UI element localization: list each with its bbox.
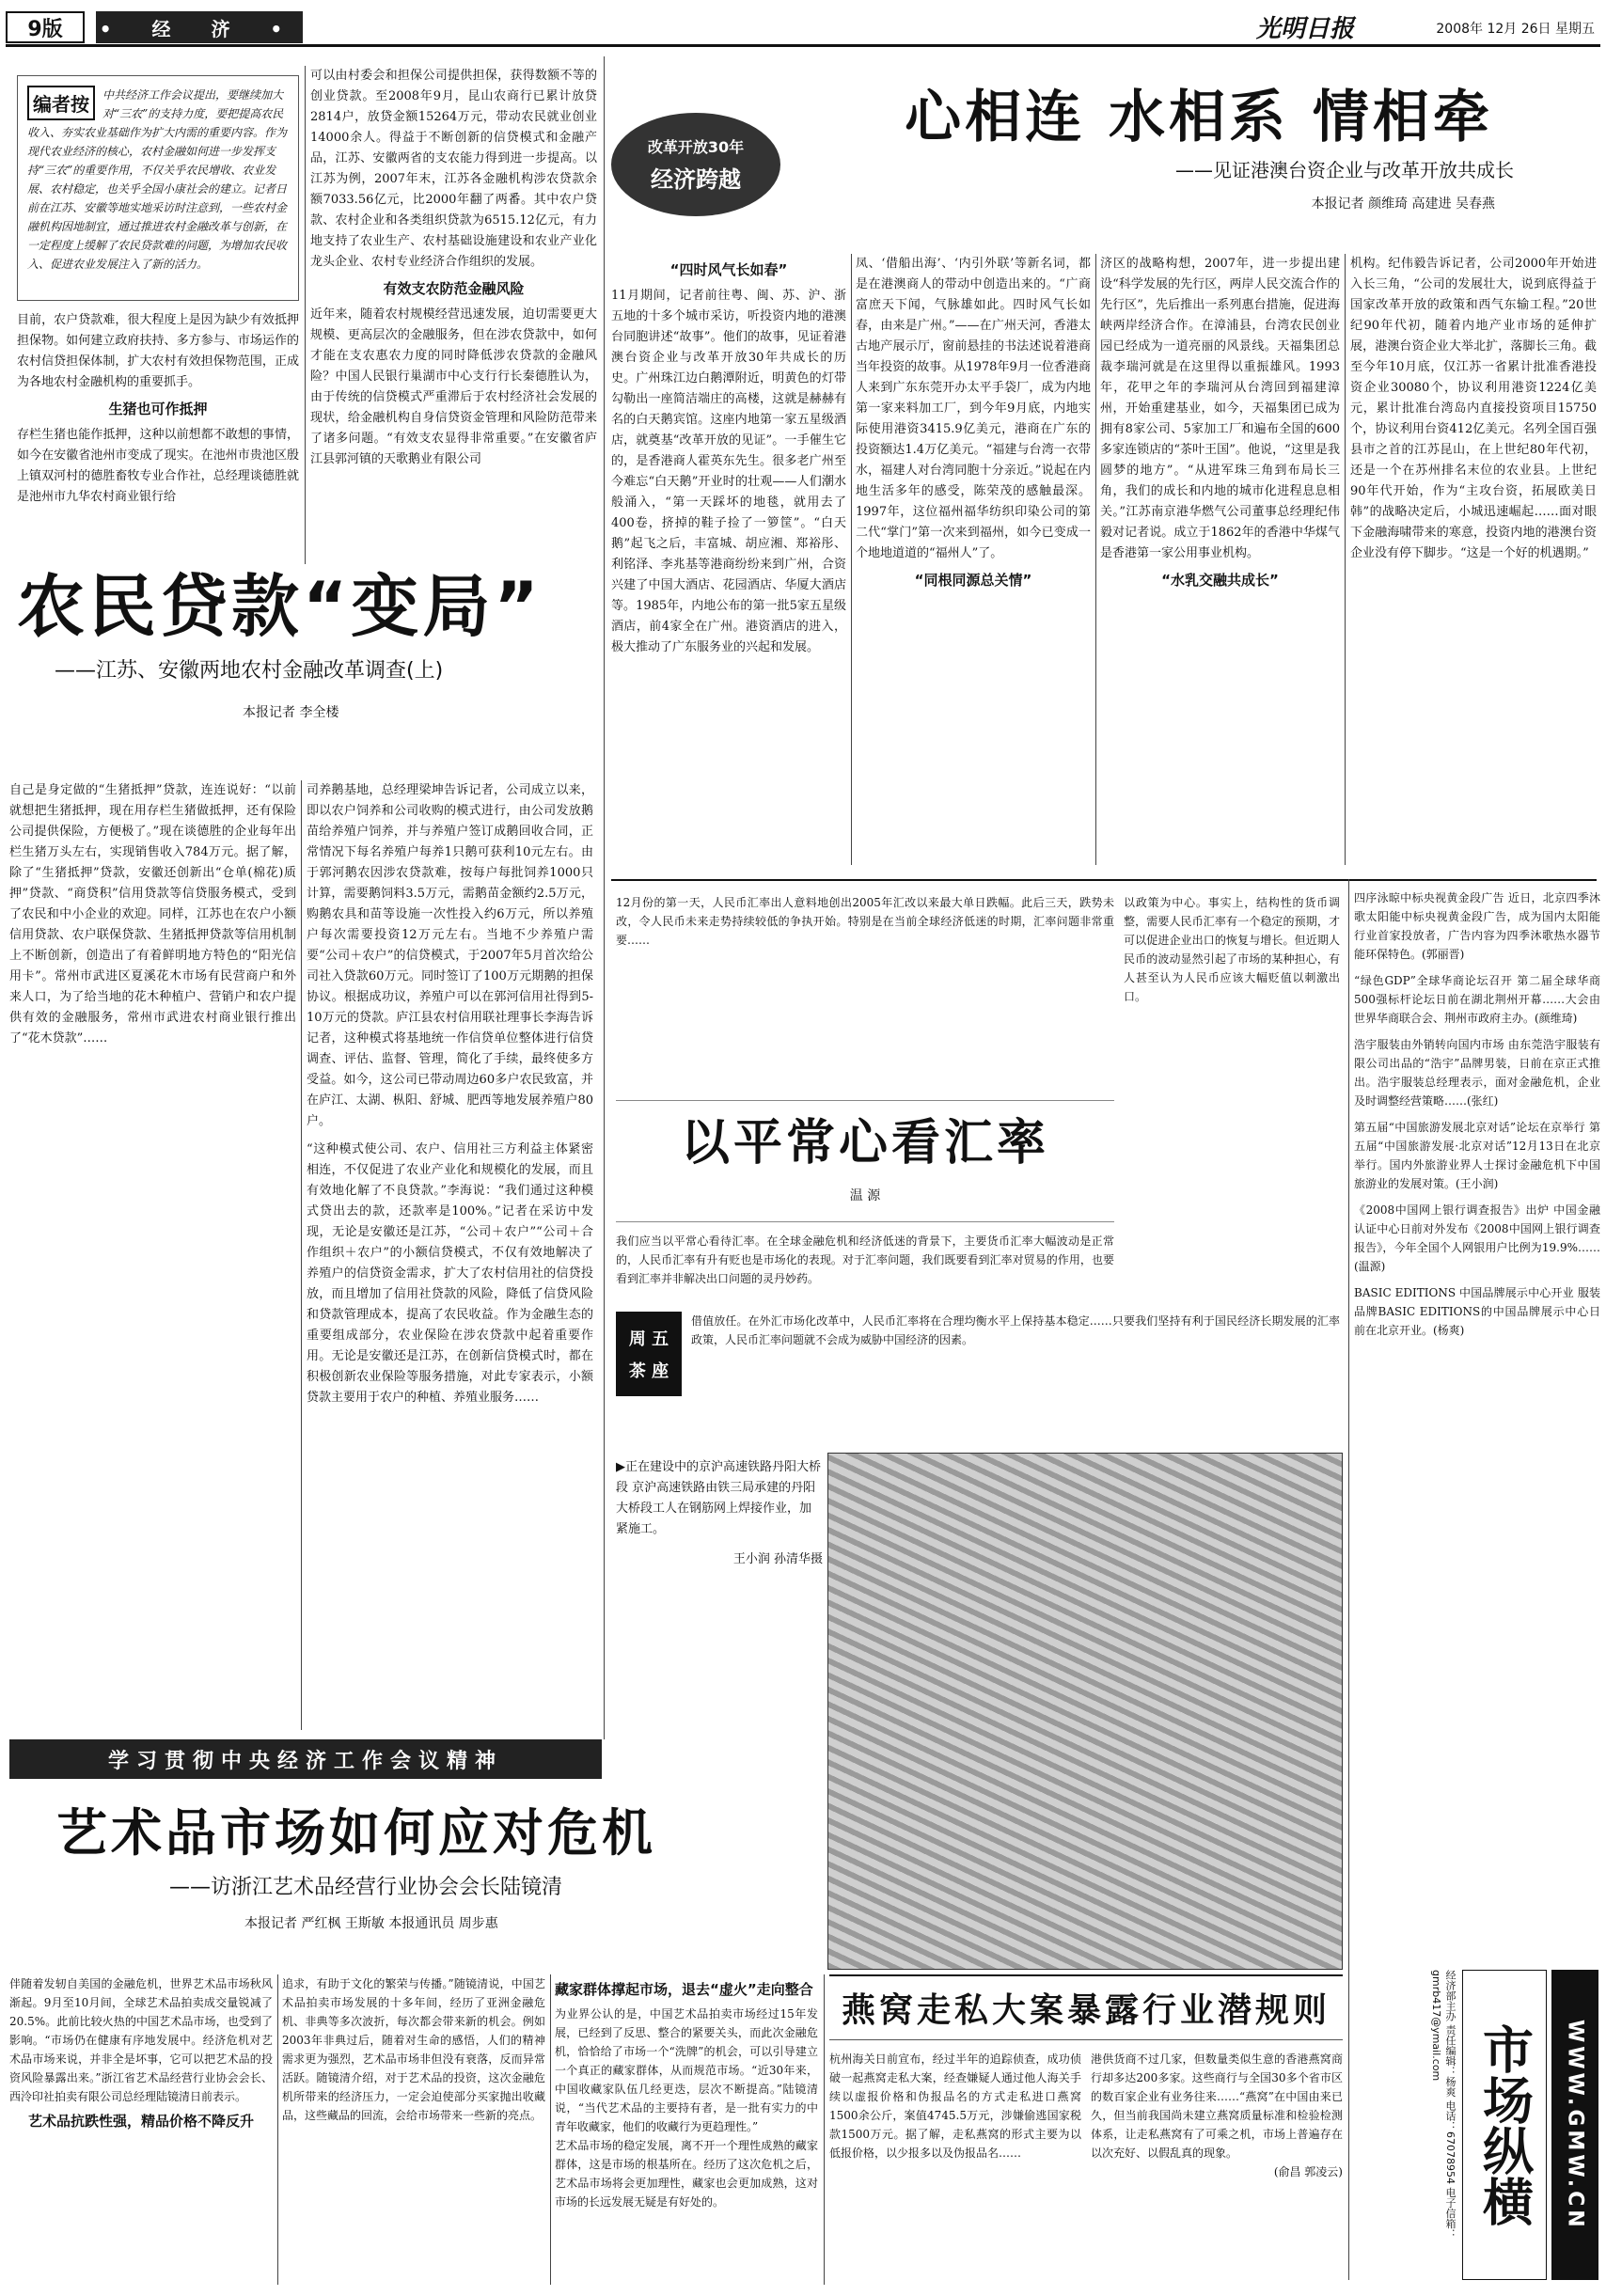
exchange-rate-text-c: 我们应当以平常心看待汇率。在全球金融危机和经济低迷的背景下，主要货币汇率大幅波动是正常的，人民币汇率有升有贬也是市场化的表现。对于汇率问题，我们既要看到汇率对贸易的作用，也要看到汇率并非解决出口问题的灵丹妙药。	[616, 1234, 1114, 1285]
hk-subhead-1: “四时风气长如春”	[669, 261, 788, 278]
brief-item: “绿色GDP”全球华商论坛召开 第二届全球华商500强标杆论坛日前在湖北荆州开幕……大会由世界华商联合会、荆州市政府主办。(颜维琦)	[1354, 974, 1600, 1025]
reform-badge	[611, 113, 780, 216]
art-market-c3: 为业界公认的是，中国艺术品拍卖市场经过15年发展，已经到了反思、整合的紧要关头，而此次金融危机，恰恰给了市场一个“洗牌”的机会，可以引导建立一个真正的藏家群体，从而规范市场。“近30年来，中国收藏家队伍几经更迭，层次不断提高。”陆镜清说，“当代艺术品的主要持有者，是一批有实力的中青年收藏家，他们的收藏行为更趋理性。”	[555, 2007, 818, 2133]
birdnest-title-block	[829, 1974, 1343, 2040]
right-briefs	[1354, 889, 1600, 1960]
art-market-subtitle: ——访浙江艺术品经营行业协会会长陆镜清	[169, 1876, 563, 1899]
exchange-rate-col-a	[616, 893, 1114, 1091]
exchange-rate-byline: 温 源	[849, 1188, 881, 1203]
exchange-rate-col-d	[691, 1312, 1340, 1443]
website-strip	[1551, 1970, 1598, 2280]
art-market-subhead-1: 藏家群体撑起市场，退去“虚火”走向整合	[555, 1981, 813, 1998]
edition-number: 9版	[6, 11, 85, 43]
editor-note-label: 编者按	[27, 86, 95, 120]
column-divider	[1348, 879, 1349, 2280]
exchange-rate-title: 以平常心看汇率	[680, 1115, 1049, 1172]
birdnest-col-2	[1091, 2050, 1343, 2285]
brief-item: BASIC EDITIONS 中国品牌展示中心开业 服装品牌BASIC EDITIONS的中国品牌展示中心日前在北京开业。(杨爽)	[1354, 1286, 1600, 1337]
exchange-rate-col-b	[1124, 893, 1340, 1307]
art-market-col-3	[555, 1974, 818, 2285]
column-divider	[305, 66, 306, 564]
farmer-loan-lower-col-1	[9, 780, 296, 1730]
farmer-loan-subhead-2: 有效支农防范金融风险	[383, 280, 525, 297]
hk-feature-subtitle: ——见证港澳台资企业与改革开放共成长	[1175, 159, 1514, 181]
birdnest-c2: 港供货商不过几家，但数量类似生意的香港燕窝商行却多达200多家。这些商行与全国30多个省市区的数百家企业有业务往来……“燕窝”在中国由来已久，但当前我国尚未建立燕窝质量标准和检验检测体系，让走私燕窝有了可乘之机，市场上普遍存在以次充好、以假乱真的现象。	[1091, 2052, 1343, 2160]
photo-caption	[616, 1457, 823, 1664]
art-market-title-block	[19, 1796, 818, 1965]
column-divider	[1095, 254, 1096, 865]
farmer-loan-p3: 可以由村委会和担保公司提供担保，获得数额不等的创业贷款。至2008年9月，昆山农商行已累计放贷2814户，放贷金额15264万元，带动农民就业创业14000余人。得益于不断创新的信贷模式和金融产品，江苏、安徽两省的支农能力得到进一步提高。以江苏为例，2007年末，江苏各金融机构涉农贷款余额7033.56亿元，比2000年翻了两番。其中农户贷款、农村企业和各类组织贷款为6515.12亿元，有力地支持了农业生产、农村基础设施建设和农业产业化龙头企业、农村专业经济合作组织的发展。	[310, 69, 597, 269]
birdnest-title: 燕窝走私大案暴露行业潜规则	[841, 1991, 1330, 2030]
column-divider	[550, 1974, 551, 2285]
farmer-loan-p4: 近年来，随着农村规模经营迅速发展，迫切需要更大规模、更高层次的金融服务，但在涉农贷款中，如何才能在支农惠农力度的同时降低涉农贷款的金融风险？中国人民银行巢湖市中心支行行长秦德胜认为，由于传统的信贷模式严重滞后于农村经济社会发展的现状，给金融机构自身信贷资金管理和风险防范带来了诸多问题。“有效支农显得非常重要。”在安徽省庐江县郭河镇的天歌鹅业有限公司	[310, 307, 597, 466]
hk-feature-byline: 本报记者 颜维琦 高建进 吴春燕	[1311, 197, 1495, 212]
website-url: WWW.GMW.CN	[1563, 2019, 1587, 2231]
editor-note-text: 中共经济工作会议提出，要继续加大对“三农”的支持力度，要把提高农民收入、夯实农业基础作为扩大内需的重要内容。作为现代农业经济的核心，农村金融如何进一步发挥支持“三农”的重要作用，不仅关乎农民增收、农业发展、农村稳定，也关乎全国小康社会的建立。记者日前在江苏、安徽等地实地采访时注意到，一些农村金融机构因地制宜，通过推进农村金融改革与创新，在一定程度上缓解了农民贷款难的问题，为增加农民收入、促进农业发展注入了新的活力。	[27, 88, 288, 271]
campaign-banner	[9, 1739, 602, 1779]
exchange-rate-col-c	[616, 1232, 1114, 1307]
hk-feature-col-1	[611, 254, 846, 865]
farmer-loan-lower-1: 自己是身定做的“生猪抵押”贷款，连连说好：“以前就想把生猪抵押，现在用存栏生猪做抵押，还有保险公司提供保险，方便极了。”现在谈德胜的企业每年出栏生猪万头左右，实现销售收入784万元。据了解，除了“生猪抵押”贷款，安徽还创新出“仓单(棉花)质押”贷款、“商贷积”信用贷款等信贷服务模式，受到了农民和中小企业的欢迎。同样，江苏也在农户小额信用贷款、农户联保贷款、生猪抵押贷款等信用机制上不断创新，创造出了有着鲜明地方特色的“阳光信用卡”。常州市武进区夏溪花木市场有民营商户和外来人口，为了给当地的花木种植户、营销户和农户提供有效的金融服务，常州市武进农村商业银行推出了“花木贷款”……	[9, 783, 296, 1046]
art-market-c2: 追求，有助于文化的繁荣与传播。”随镜清说，中国艺术品拍卖市场发展的十多年间，经历了亚洲金融危机、非典等多次波折，每次都会带来新的机会。例如2003年非典过后，随着对生命的感悟，人们的精神需求更为强烈，艺术品市场非但没有衰落，反而异常活跃。随镜清介绍，对于艺术品的投资，这次金融危机所带来的经济压力，一定会迫使部分买家抛出收藏品，这些藏品的回流，会给市场带来一些新的亮点。	[282, 1977, 545, 2122]
art-market-col-1	[9, 1974, 273, 2285]
issue-date: 2008年 12月 26日 星期五	[1436, 22, 1595, 37]
column-divider	[851, 254, 852, 865]
art-market-title: 艺术品市场如何应对危机	[56, 1803, 656, 1863]
exchange-rate-text-b: 以政策为中心。事实上，结构性的货币调整，需要人民币汇率有一个稳定的预期，才可以促进企业出口的恢复与增长。但近期人民币的波动显然引起了市场的某种担心，有人甚至认为人民币应该大幅贬值以刺激出口。	[1124, 896, 1340, 1003]
farmer-loan-title: 农民贷款“变局”	[17, 567, 543, 646]
column-divider	[277, 1974, 278, 2285]
column-divider	[1345, 254, 1346, 865]
hk-feature-c4: 机构。纪伟毅告诉记者，公司2000年开始进入长三角，“公司的发展壮大，说到底得益于国家改革开放的政策和西气东输工程。”20世纪90年代初，随着内地产业市场的延伸扩展，港澳台资企业大举北扩，落脚长三角。截至今年10月底，仅江苏一省累计批准香港投资企业30080个，协议利用港资1224亿美元，累计批准台湾岛内直接投资项目15750个，协议利用台资412亿美元。名列全国百强县市之首的江苏昆山，在上世纪80年代初，还是一个在苏州排名末位的农业县。上世纪90年代开始，作为“主攻台资，拓展欧美日韩”的战略决定后，小城迅速崛起……面对眼下金融海啸带来的寒意，投资内地的港澳台资企业没有停下脚步。“这是一个好的机遇期。”	[1350, 257, 1597, 560]
weekly-column-label	[616, 1312, 682, 1396]
farmer-loan-lower-3: “这种模式使公司、农户、信用社三方利益主体紧密相连，不仅促进了农业产业化和规模化的发展，而且有效地化解了不良贷款。”李海说：“我们通过这种模式贷出去的款，还款率是100%。”记者在采访中发现，无论是安徽还是江苏，“公司＋农户”“公司＋合作组织＋农户”的小额信贷模式，不仅有效地解决了养殖户的信贷资金需求，扩大了农村信用社的信贷投放，而且增加了信用社贷款的风险，降低了信贷风险和贷款管理成本，提高了农民收益。作为金融生态的重要组成部分，农业保险在涉农贷款中起着重要作用。无论是安徽还是江苏，在创新信贷模式时，都在积极创新农业保险等服务措施，对此专家表示，小额贷款主要用于农户的种植、养殖业服务……	[307, 1142, 593, 1405]
hk-feature-c2: 凤、‘借船出海’、‘内引外联’等新名词，都是在港澳商人的带动中创造出来的。“广商富庶天下闻，气脉雄如此。四时风气长如春，由来是广州。”——在广州天河，香港太古地产展示厅，窗前悬挂的书法述说着港商当年投资的故事。从1978年9月一位香港商人来到广东东莞开办太平手袋厂，成为内地第一家来料加工厂，到今年9月底，内地实际使用港资3415.9亿美元，港商在广东的投资额达1.4万亿美元。“福建与台湾一衣带水，福建人对台湾同胞十分亲近。”说起在内地生活多年的感受，陈荣茂的感触最深。1997年，这位福州福华纺织印染公司的第二代“掌门”第一次来到福州，如今已变成一个地地道道的“福州人”了。	[856, 257, 1091, 560]
farmer-loan-intro	[17, 310, 299, 564]
market-column-title-box	[1462, 1970, 1547, 2280]
hk-subhead-3: “水乳交融共成长”	[1161, 572, 1279, 589]
photo-caption-text: ▶正在建设中的京沪高速铁路丹阳大桥段 京沪高速铁路由铁三局承建的丹阳大桥段工人在钢筋网上焊接作业，加紧施工。	[616, 1460, 821, 1536]
column-divider	[301, 780, 302, 1730]
exchange-rate-text-a: 12月份的第一天，人民币汇率出人意料地创出2005年汇改以来最大单日跌幅。此后三天，跌势未改，令人民币未来走势持续较低的争执开始。特别是在当前全球经济低迷的时期，汇率问题非常重要……	[616, 896, 1114, 947]
hk-feature-title: 心相连 水相系 情相牵	[905, 85, 1493, 150]
farmer-loan-subtitle: ——江苏、安徽两地农村金融改革调查(上)	[55, 659, 444, 683]
brief-item: 四序泳晾中标央视黄金段广告 近日，北京四季沐歌太阳能中标央视黄金段广告，成为国内太阳能行业首家投放者，广告内容为四季沐歌热水器节能环保特色。(郭丽晋)	[1354, 891, 1600, 961]
column-divider	[824, 1974, 825, 2285]
brief-item: 第五届“中国旅游发展北京对话”论坛在京举行 第五届“中国旅游发展·北京对话”12月13日在北京举行。国内外旅游业界人士探讨金融危机下中国旅游业的发展对策。(王小润)	[1354, 1121, 1600, 1190]
hk-feature-col-2	[856, 254, 1091, 865]
campaign-banner-text: 学习贯彻中央经济工作会议精神	[107, 1749, 503, 1773]
art-market-c4: 艺术品市场的稳定发展，离不开一个理性成熟的藏家群体，这是市场的根基所在。经历了这次危机之后，艺术品市场将会更加理性，藏家也会更加成熟，这对市场的长远发展无疑是有好处的。	[555, 2139, 818, 2209]
brief-item: 浩宇服装由外销转向国内市场 由东莞浩宇服装有限公司出品的“浩宇”品牌男装，日前在京正式推出。浩宇服装总经理表示，面对金融危机，企业及时调整经营策略……(张红)	[1354, 1038, 1600, 1108]
art-market-c1: 伴随着发轫自美国的金融危机，世界艺术品市场秋风渐起。9月至10月间，全球艺术品拍卖成交量锐减了20.5%。此前比较火热的中国艺术品市场，也受到了影响。“市场仍在健康有序地发展中。经济危机对艺术品市场来说，并非全是坏事，它可以把艺术品的投资风险暴露出来。”浙江省艺术品经营行业协会会长、西泠印社拍卖有限公司总经理陆镜清日前表示。	[9, 1977, 273, 2103]
art-market-byline: 本报记者 严红枫 王斯敏 本报通讯员 周步惠	[244, 1916, 498, 1931]
editorial-contact	[1410, 1970, 1457, 2280]
brief-item: 《2008中国网上银行调查报告》出炉 中国金融认证中心日前对外发布《2008中国网上银行调查报告》，今年全国个人网银用户比例为19.9%……(温源)	[1354, 1203, 1600, 1273]
hk-feature-col-3	[1100, 254, 1340, 865]
farmer-loan-lower-2: 司养鹅基地，总经理梁坤告诉记者，公司成立以来，即以农户饲养和公司收购的模式进行，由公司发放鹅苗给养殖户饲养，并与养殖户签订成鹅回收合同，正常情况下每名养殖户每养1只鹅可获利10元左右。由于郭河鹅农因涉农贷款难，按每户每批饲养1000只计算，需要鹅饲料3.5万元，需鹅苗金额约2.5万元，购鹅农具和苗等设施一次性投入约6万元，所以养殖户每次需要投资12万元左右。当地不少养殖户需要“公司＋农户”的信贷模式，于2007年5月首次给公司社入贷款60万元。同时签订了100万元期鹅的担保协议。根据成功议，养殖户可以在郭河信用社得到5-10万元的贷款。庐江县农村信用联社理事长李海告诉记者，这种模式将基地统一作信贷单位整体进行信贷调查、评估、监督、管理，简化了手续，最终使多方受益。如今，这公司已带动周边60多户农民致富，并在庐江、太湖、枞阳、舒城、肥西等地发展养殖户80户。	[307, 783, 593, 1128]
farmer-loan-lower-col-2	[307, 780, 593, 1730]
editor-note	[17, 75, 299, 301]
photo-credit: 王小润 孙清华摄	[732, 1552, 823, 1566]
birdnest-credit: (俞昌 郭凌云)	[1273, 2165, 1343, 2178]
art-market-subhead-2: 艺术品抗跌性强，精品价格不降反升	[27, 2113, 254, 2130]
market-column-title: 市场纵横	[1474, 2023, 1535, 2226]
farmer-loan-title-block	[17, 564, 600, 724]
hk-feature-c3: 济区的战略构想，2007年，进一步提出建设“科学发展的先行区，两岸人民交流合作的先行区”，先后推出一系列惠台措施，促进海峡两岸经济合作。在漳浦县，台湾农民创业园已经成为一道亮丽的风景线。天福集团总裁李瑞河就是在这里得以重振雄风。1993年，花甲之年的李瑞河从台湾回到福建漳州，开始重建基业，如今，天福集团已成为拥有8家公司、5家加工厂和遍布全国的600多家连锁店的“茶叶王国”。他说，“这里是我圆梦的地方”。“从进军珠三角到布局长三角，我们的成长和内地的城市化进程息息相关。”江苏南京港华燃气公司董事总经理纪伟毅对记者说。成立于1862年的香港中华煤气是香港第一家公用事业机构。	[1100, 257, 1340, 560]
reform-badge-line1: 改革开放30年	[647, 138, 745, 156]
art-market-col-2	[282, 1974, 545, 2285]
page-header	[6, 8, 1600, 47]
hk-subhead-2: “同根同源总关情”	[914, 572, 1032, 589]
farmer-loan-p2: 存栏生猪也能作抵押，这种以前想都不敢想的事情，如今在安徽省池州市变成了现实。在池州市贵池区殷上镇双河村的德胜畜牧专业合作社，总经理谈德胜就是池州市九华农村商业银行给	[17, 428, 299, 504]
birdnest-c1: 杭州海关日前宣布，经过半年的追踪侦查，成功侦破一起燕窝走私大案，经查嫌疑人通过他人海关手续以虚报价格和伪报品名的方式走私进口燕窝1500余公斤，案值4745.5万元，涉嫌偷逃国家税款1500万元。据了解，走私燕窝的形式主要为以低报价格，以少报多以及伪报品名……	[829, 2052, 1081, 2160]
column-divider	[604, 56, 605, 1739]
hk-feature-c1: 11月期间，记者前往粤、闽、苏、沪、浙五地的十多个城市采访，听投资内地的港澳台同胞讲述“故事”。他们的故事，见证着港澳台资企业与改革开放30年共成长的历史。广州珠江边白鹅潭附近，明黄色的灯带勾勒出一座简洁端庄的高楼，这就是赫赫有名的白天鹅宾馆。这座内地第一家五星级酒店，就奠基“改革开放的见证”。一手催生它的，是香港商人霍英东先生。很多老广州至今难忘“白天鹅”开业时的壮观——人们潮水般涌入，“第一天踩坏的地毯，就用去了400卷，挤掉的鞋子捡了一箩筐”。“白天鹅”起飞之后，丰富城、胡应湘、郑裕彤、利铭泽、李兆基等港商纷纷来到广州，合资兴建了中国大酒店、花园酒店、华厦大酒店等。1985年，内地公布的第一批5家五星级酒店，前4家全在广州。港资酒店的进入，极大推动了广东服务业的兴起和发展。	[611, 289, 846, 654]
farmer-loan-subhead-1: 生猪也可作抵押	[108, 401, 208, 417]
hk-feature-title-block	[809, 80, 1589, 230]
section-divider	[611, 879, 1597, 881]
section-name: • 经 济 •	[96, 11, 303, 43]
exchange-rate-text-d: 借值放任。在外汇市场化改革中，人民币汇率将在合理均衡水平上保持基本稳定……只要我们坚持有利于国民经济长期发展的汇率政策，人民币汇率问题就不会成为威胁中国经济的因素。	[691, 1314, 1340, 1346]
editorial-contact-text: 经济部主办 责任编辑：杨爽 电话：67078954 电子信箱：gmrb417@ymail.com	[1430, 1970, 1456, 2240]
farmer-loan-byline: 本报记者 李全楼	[243, 705, 339, 720]
weekly-label-1: 周 五	[628, 1329, 669, 1349]
birdnest-col-1	[829, 2050, 1081, 2285]
farmer-loan-column-2	[310, 66, 597, 564]
reform-badge-line2: 经济跨越	[651, 166, 741, 193]
bridge-construction-photo	[827, 1453, 1343, 1970]
hk-feature-col-4	[1350, 254, 1597, 865]
exchange-rate-title-block	[616, 1100, 1114, 1222]
weekly-label-2: 茶 座	[628, 1361, 669, 1381]
masthead-logo: 光明日报	[1256, 15, 1355, 43]
farmer-loan-p1: 目前，农户贷款难，很大程度上是因为缺少有效抵押担保物。如何建立政府扶持、多方参与、市场运作的农村信贷担保体制，扩大农村有效担保物范围，正成为各地农村金融机构的重要抓手。	[17, 313, 299, 389]
